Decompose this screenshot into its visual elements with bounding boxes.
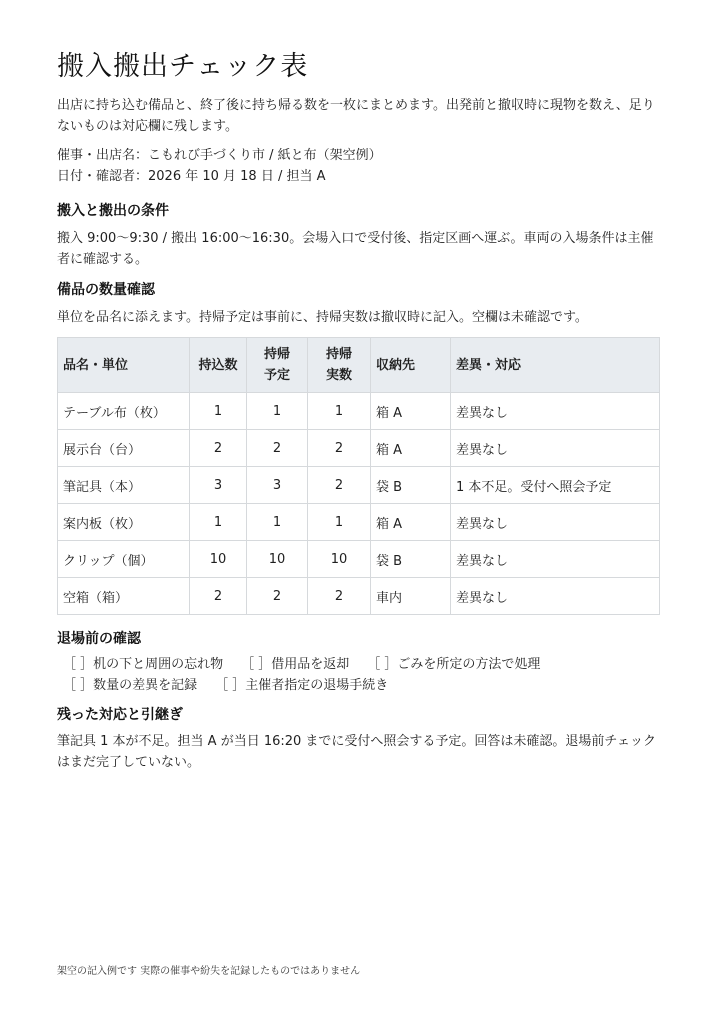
header-actual-line2: 実数 [325,368,352,383]
checklist-item: ［ ］机の下と周囲の忘れ物 [63,657,224,672]
cell-diff: 差異なし [451,578,660,615]
cell-brought: 1 [190,393,247,430]
cell-actual: 1 [308,504,371,541]
followup-heading: 残った対応と引継ぎ [57,707,183,723]
cell-storage: 車内 [371,578,451,615]
cell-planned: 10 [247,541,308,578]
checklist-item: ［ ］ごみを所定の方法で処理 [367,657,541,672]
cell-actual: 2 [308,578,371,615]
table-row [58,467,660,504]
cell-brought: 10 [190,541,247,578]
table-row [58,504,660,541]
header-planned-line1: 持帰 [263,347,290,362]
header-planned [247,338,308,393]
page-title: 搬入搬出チェック表 [57,51,309,82]
cell-name: クリップ（個） [58,541,190,578]
footer-note: 架空の記入例です 実際の催事や紛失を記録したものではありません [57,966,361,977]
header-storage: 収納先 [371,338,451,393]
cell-planned: 1 [247,504,308,541]
cell-diff: 差異なし [451,430,660,467]
followup-text: 筆記具 1 本が不足。担当 A が当日 16:20 までに受付へ照会する予定。回答は未確認。退場前チェックはまだ完了していない。 [57,734,657,770]
cell-storage: 箱 A [371,430,451,467]
equipment-heading: 備品の数量確認 [57,282,155,298]
cell-name: 案内板（枚） [58,504,190,541]
event-line: 催事・出店名：こもれび手づくり市 / 紙と布（架空例） [57,148,382,163]
header-diff: 差異・対応 [451,338,660,393]
cell-actual: 2 [308,467,371,504]
header-planned-line2: 予定 [263,368,290,383]
header-brought: 持込数 [190,338,247,393]
cell-brought: 2 [190,578,247,615]
cell-storage: 袋 B [371,467,451,504]
cell-storage: 箱 A [371,393,451,430]
cell-storage: 箱 A [371,504,451,541]
cell-actual: 10 [308,541,371,578]
table-row [58,541,660,578]
checklist-item: ［ ］主催者指定の退場手続き [215,678,389,693]
date-line: 日付・確認者：2026 年 10 月 18 日 / 担当 A [57,169,326,184]
table-row [58,393,660,430]
cell-diff: 差異なし [451,504,660,541]
cell-brought: 1 [190,504,247,541]
cell-name: 展示台（台） [58,430,190,467]
checklist-heading: 退場前の確認 [57,631,141,647]
cell-diff: 1 本不足。受付へ照会予定 [451,467,660,504]
cell-planned: 2 [247,578,308,615]
checklist-item: ［ ］借用品を返却 [241,657,350,672]
conditions-text: 搬入 9:00〜9:30 / 搬出 16:00〜16:30。会場入口で受付後、指定区画へ運ぶ。車両の入場条件は主催者に確認する。 [57,231,654,267]
checklist [57,654,663,696]
header-actual-line1: 持帰 [325,347,352,362]
checklist-item: ［ ］数量の差異を記録 [63,678,198,693]
equipment-note: 単位を品名に添えます。持帰予定は事前に、持帰実数は撤収時に記入。空欄は未確認です。 [57,310,588,325]
cell-name: 空箱（箱） [58,578,190,615]
cell-brought: 3 [190,467,247,504]
table-row [58,578,660,615]
intro-text: 出店に持ち込む備品と、終了後に持ち帰る数を一枚にまとめます。出発前と撤収時に現物を数え、足りないものは対応欄に残します。 [57,98,655,134]
table-row [58,430,660,467]
cell-storage: 袋 B [371,541,451,578]
cell-name: 筆記具（本） [58,467,190,504]
cell-diff: 差異なし [451,393,660,430]
cell-planned: 3 [247,467,308,504]
cell-planned: 1 [247,393,308,430]
cell-name: テーブル布（枚） [58,393,190,430]
header-name: 品名・単位 [58,338,190,393]
header-actual [308,338,371,393]
equipment-table [57,337,660,615]
conditions-heading: 搬入と搬出の条件 [57,203,169,219]
cell-brought: 2 [190,430,247,467]
cell-actual: 2 [308,430,371,467]
cell-planned: 2 [247,430,308,467]
cell-diff: 差異なし [451,541,660,578]
cell-actual: 1 [308,393,371,430]
document [57,44,663,773]
table-header-row [58,338,660,393]
